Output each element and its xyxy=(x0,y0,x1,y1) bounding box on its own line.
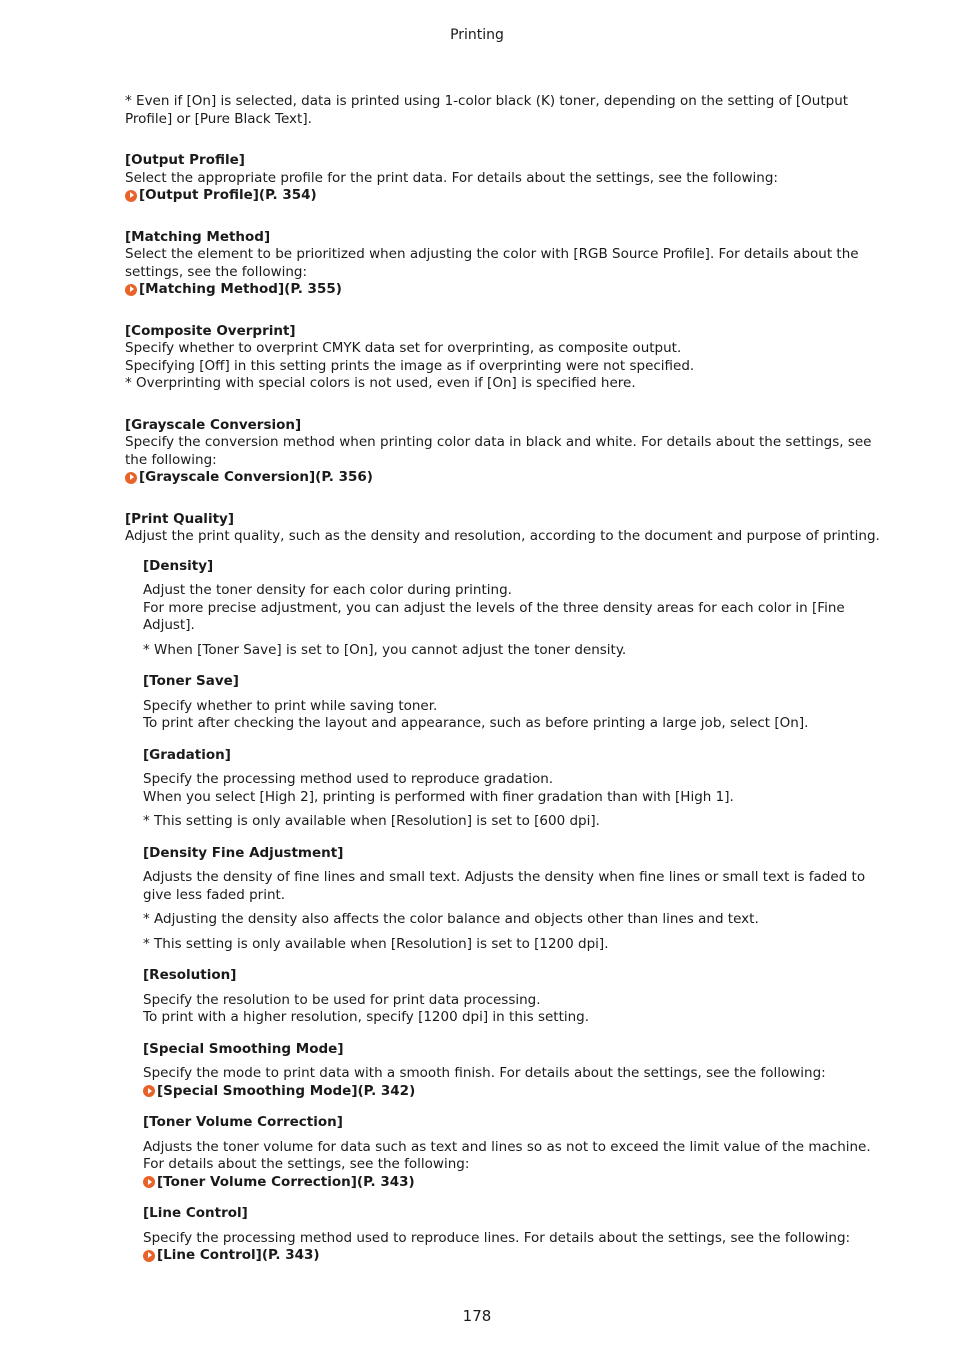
link-label: [Special Smoothing Mode](P. 342) xyxy=(157,1082,416,1099)
section-title: [Print Quality] xyxy=(125,510,234,527)
arrow-right-icon xyxy=(125,284,137,296)
subsection-special-smoothing-mode xyxy=(143,1041,885,1101)
page-content xyxy=(125,93,885,1289)
grayscale-conversion-link[interactable] xyxy=(125,469,885,487)
subsection-text: Adjust the toner density for each color during printing. xyxy=(143,582,512,598)
arrow-right-icon xyxy=(143,1176,155,1188)
subsection-text: Specify the resolution to be used for print data processing. xyxy=(143,991,541,1008)
section-description: Select the appropriate profile for the print data. For details about the settings, see the following: xyxy=(125,169,778,186)
subsection-note: * This setting is only available when [Resolution] is set to [600 dpi]. xyxy=(143,813,600,829)
section-description: Select the element to be prioritized when adjusting the color with [RGB Source Profile]. For details about the settings, see the following: xyxy=(125,246,859,280)
subsection-text: For details about the settings, see the following: xyxy=(143,1156,470,1172)
link-label: [Line Control](P. 343) xyxy=(157,1247,320,1263)
subsection-title: [Density Fine Adjustment] xyxy=(143,844,344,861)
link-label: [Matching Method](P. 355) xyxy=(139,281,342,297)
matching-method-link[interactable] xyxy=(125,281,885,299)
top-note: * Even if [On] is selected, data is printed using 1-color black (K) toner, depending on the setting of [Output Profile] or [Pure Black Text]. xyxy=(125,93,849,127)
subsection-text: Specify the mode to print data with a smooth finish. For details about the settings, see the following: xyxy=(143,1065,826,1081)
line-control-link[interactable] xyxy=(143,1247,885,1265)
subsection-title: [Toner Volume Correction] xyxy=(143,1114,343,1130)
arrow-right-icon xyxy=(143,1250,155,1262)
link-label: [Toner Volume Correction](P. 343) xyxy=(157,1173,415,1190)
section-composite-overprint xyxy=(125,323,885,393)
subsection-toner-save xyxy=(143,673,885,733)
output-profile-link[interactable] xyxy=(125,187,885,205)
section-note: * Overprinting with special colors is not used, even if [On] is specified here. xyxy=(125,375,636,391)
subsection-gradation xyxy=(143,747,885,831)
subsection-text: When you select [High 2], printing is performed with finer gradation than with [High 1]. xyxy=(143,788,734,805)
subsection-text: Specify the processing method used to reproduce gradation. xyxy=(143,771,554,787)
arrow-right-icon xyxy=(125,472,137,484)
section-text: Specify whether to overprint CMYK data set for overprinting, as composite output. xyxy=(125,340,682,356)
subsection-note: * Adjusting the density also affects the color balance and objects other than lines and text. xyxy=(143,911,759,927)
section-title: [Grayscale Conversion] xyxy=(125,416,302,433)
arrow-right-icon xyxy=(143,1085,155,1097)
subsection-text: To print after checking the layout and appearance, such as before printing a large job, select [On]. xyxy=(143,715,809,731)
subsection-text: Specify the processing method used to reproduce lines. For details about the settings, see the following: xyxy=(143,1229,851,1246)
page-header-title: Printing xyxy=(450,27,504,43)
subsection-title: [Special Smoothing Mode] xyxy=(143,1040,344,1057)
subsection-text: To print with a higher resolution, specify [1200 dpi] in this setting. xyxy=(143,1009,590,1025)
subsection-resolution xyxy=(143,967,885,1027)
section-title: [Composite Overprint] xyxy=(125,322,296,339)
subsection-text: Adjusts the density of fine lines and small text. Adjusts the density when fine lines or small text is faded to give less faded print. xyxy=(143,869,866,903)
subsection-text: For more precise adjustment, you can adjust the levels of the three density areas for each color in [Fine Adjust]. xyxy=(143,599,845,633)
section-text: Specifying [Off] in this setting prints the image as if overprinting were not specified. xyxy=(125,357,695,374)
special-smoothing-mode-link[interactable] xyxy=(143,1083,885,1101)
subsection-text: Specify whether to print while saving toner. xyxy=(143,697,438,714)
subsection-title: [Line Control] xyxy=(143,1205,248,1221)
section-description: Specify the conversion method when printing color data in black and white. For details about the settings, see the following: xyxy=(125,434,872,468)
subsection-toner-volume-correction xyxy=(143,1114,885,1191)
subsection-title: [Gradation] xyxy=(143,746,231,763)
subsection-title: [Toner Save] xyxy=(143,673,239,689)
page-number: 178 xyxy=(462,1307,492,1325)
subsection-text: Adjusts the toner volume for data such as text and lines so as not to exceed the limit value of the machine. xyxy=(143,1138,871,1155)
section-grayscale-conversion xyxy=(125,417,885,487)
link-label: [Grayscale Conversion](P. 356) xyxy=(139,469,373,485)
subsection-density xyxy=(143,558,885,660)
subsection-density-fine-adjustment xyxy=(143,845,885,954)
subsection-line-control xyxy=(143,1205,885,1265)
print-quality-subsettings xyxy=(143,558,885,1265)
toner-volume-correction-link[interactable] xyxy=(143,1174,885,1192)
subsection-title: [Resolution] xyxy=(143,967,237,983)
section-description: Adjust the print quality, such as the density and resolution, according to the document and purpose of printing. xyxy=(125,528,880,544)
section-print-quality xyxy=(125,511,885,1265)
subsection-title: [Density] xyxy=(143,557,214,574)
section-title: [Matching Method] xyxy=(125,228,271,245)
arrow-right-icon xyxy=(125,190,137,202)
subsection-note: * When [Toner Save] is set to [On], you cannot adjust the toner density. xyxy=(143,641,627,658)
section-output-profile xyxy=(125,152,885,205)
subsection-note: * This setting is only available when [Resolution] is set to [1200 dpi]. xyxy=(143,935,609,952)
link-label: [Output Profile](P. 354) xyxy=(139,187,317,203)
section-title: [Output Profile] xyxy=(125,152,245,168)
section-matching-method xyxy=(125,229,885,299)
